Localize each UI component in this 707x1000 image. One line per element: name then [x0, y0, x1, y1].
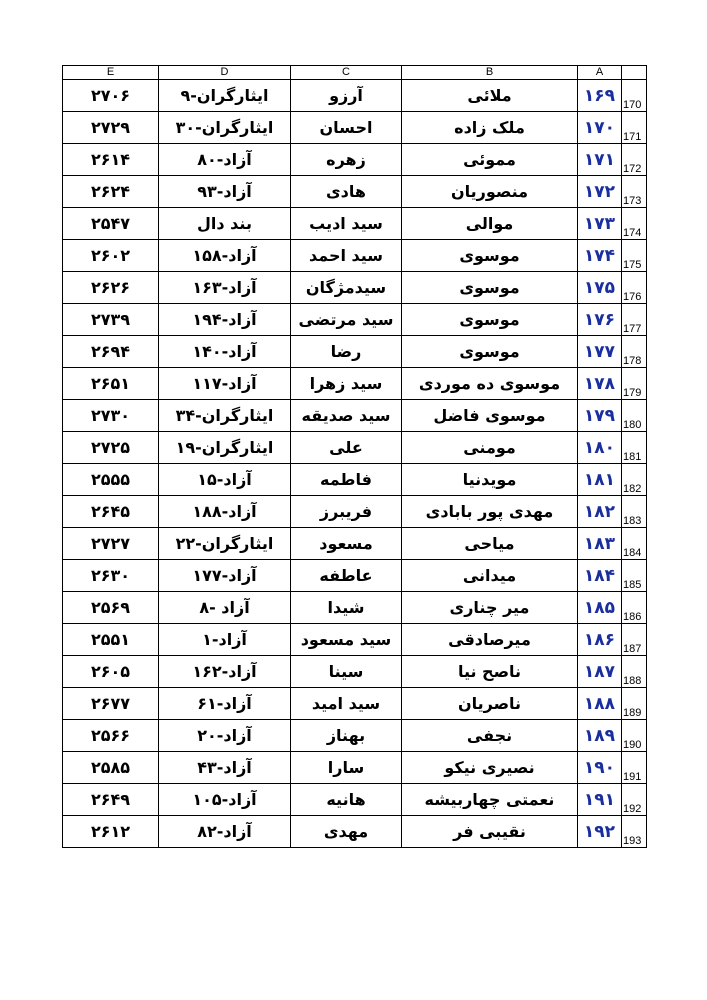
cell-code[interactable]: ۲۶۹۴ — [63, 336, 159, 368]
cell-code[interactable]: ۲۵۶۶ — [63, 720, 159, 752]
table-row — [63, 688, 647, 720]
cell-last-name[interactable]: موسوی — [402, 304, 578, 336]
cell-code[interactable]: ۲۶۴۹ — [63, 784, 159, 816]
cell-first-name[interactable]: سید امید — [291, 688, 402, 720]
cell-last-name[interactable]: مموئی — [402, 144, 578, 176]
cell-index[interactable]: ۱۸۲ — [578, 496, 622, 528]
cell-location[interactable]: آزاد-۶۱ — [159, 688, 291, 720]
row-number[interactable]: 188 — [622, 656, 647, 688]
cell-first-name[interactable]: سینا — [291, 656, 402, 688]
cell-code[interactable]: ۲۵۴۷ — [63, 208, 159, 240]
cell-index[interactable]: ۱۷۹ — [578, 400, 622, 432]
table-row — [63, 208, 647, 240]
cell-location[interactable]: آزاد-۱۱۷ — [159, 368, 291, 400]
cell-location[interactable]: آزاد-۱۶۲ — [159, 656, 291, 688]
cell-code[interactable]: ۲۷۲۹ — [63, 112, 159, 144]
row-number[interactable]: 187 — [622, 624, 647, 656]
cell-first-name[interactable]: سید احمد — [291, 240, 402, 272]
cell-index[interactable]: ۱۷۲ — [578, 176, 622, 208]
cell-location[interactable]: ایثارگران-۳۴ — [159, 400, 291, 432]
cell-index[interactable]: ۱۸۴ — [578, 560, 622, 592]
table-row — [63, 528, 647, 560]
cell-first-name[interactable]: عاطفه — [291, 560, 402, 592]
column-header-e[interactable]: E — [63, 66, 159, 80]
table-row — [63, 720, 647, 752]
cell-location[interactable]: آزاد-۱۵۸ — [159, 240, 291, 272]
cell-index[interactable]: ۱۷۱ — [578, 144, 622, 176]
cell-code[interactable]: ۲۶۲۶ — [63, 272, 159, 304]
row-number[interactable]: 174 — [622, 208, 647, 240]
cell-first-name[interactable]: سید صدیقه — [291, 400, 402, 432]
column-header-row — [63, 66, 647, 80]
row-number[interactable]: 173 — [622, 176, 647, 208]
cell-first-name[interactable]: سارا — [291, 752, 402, 784]
cell-index[interactable]: ۱۸۵ — [578, 592, 622, 624]
cell-last-name[interactable]: موسوی ده موردی — [402, 368, 578, 400]
cell-location[interactable]: آزاد-۸۲ — [159, 816, 291, 848]
row-number[interactable]: 170 — [622, 80, 647, 112]
cell-last-name[interactable]: نعمتی چهاربیشه — [402, 784, 578, 816]
cell-last-name[interactable]: ناصریان — [402, 688, 578, 720]
cell-index[interactable]: ۱۷۷ — [578, 336, 622, 368]
cell-first-name[interactable]: فریبرز — [291, 496, 402, 528]
cell-location[interactable]: آزاد-۱۸۸ — [159, 496, 291, 528]
row-number[interactable]: 176 — [622, 272, 647, 304]
cell-index[interactable]: ۱۷۳ — [578, 208, 622, 240]
row-number[interactable]: 180 — [622, 400, 647, 432]
cell-first-name[interactable]: سید مسعود — [291, 624, 402, 656]
cell-first-name[interactable]: هانیه — [291, 784, 402, 816]
column-header-d[interactable]: D — [159, 66, 291, 80]
cell-first-name[interactable]: احسان — [291, 112, 402, 144]
row-number[interactable]: 193 — [622, 816, 647, 848]
cell-first-name[interactable]: آرزو — [291, 80, 402, 112]
cell-last-name[interactable]: نصیری نیکو — [402, 752, 578, 784]
cell-first-name[interactable]: شیدا — [291, 592, 402, 624]
cell-code[interactable]: ۲۷۰۶ — [63, 80, 159, 112]
cell-first-name[interactable]: مهدی — [291, 816, 402, 848]
cell-last-name[interactable]: میاحی — [402, 528, 578, 560]
table-row — [63, 272, 647, 304]
cell-code[interactable]: ۲۵۵۱ — [63, 624, 159, 656]
cell-first-name[interactable]: سید ادیب — [291, 208, 402, 240]
table-row — [63, 592, 647, 624]
cell-code[interactable]: ۲۷۳۰ — [63, 400, 159, 432]
cell-code[interactable]: ۲۵۶۹ — [63, 592, 159, 624]
row-number[interactable]: 175 — [622, 240, 647, 272]
cell-first-name[interactable]: سید مرتضی — [291, 304, 402, 336]
cell-location[interactable]: آزاد-۲۰ — [159, 720, 291, 752]
cell-index[interactable]: ۱۹۰ — [578, 752, 622, 784]
table-row — [63, 784, 647, 816]
cell-location[interactable]: آزاد-۱۵ — [159, 464, 291, 496]
cell-last-name[interactable]: موسوی — [402, 240, 578, 272]
row-number[interactable]: 179 — [622, 368, 647, 400]
row-number[interactable]: 189 — [622, 688, 647, 720]
cell-last-name[interactable]: موسوی — [402, 336, 578, 368]
table-row — [63, 656, 647, 688]
cell-location[interactable]: آزاد-۱۹۴ — [159, 304, 291, 336]
cell-location[interactable]: آزاد-۹۳ — [159, 176, 291, 208]
cell-code[interactable]: ۲۶۲۴ — [63, 176, 159, 208]
cell-last-name[interactable]: مویدنیا — [402, 464, 578, 496]
cell-index[interactable]: ۱۸۳ — [578, 528, 622, 560]
cell-last-name[interactable]: موسوی — [402, 272, 578, 304]
row-number[interactable]: 177 — [622, 304, 647, 336]
row-number[interactable]: 185 — [622, 560, 647, 592]
cell-first-name[interactable]: سیدمژگان — [291, 272, 402, 304]
cell-code[interactable]: ۲۷۲۷ — [63, 528, 159, 560]
cell-index[interactable]: ۱۹۱ — [578, 784, 622, 816]
table-row — [63, 432, 647, 464]
table-row — [63, 80, 647, 112]
cell-first-name[interactable]: سید زهرا — [291, 368, 402, 400]
cell-code[interactable]: ۲۶۴۵ — [63, 496, 159, 528]
cell-last-name[interactable]: میدانی — [402, 560, 578, 592]
table-row — [63, 464, 647, 496]
cell-location[interactable]: ایثارگران-۱۹ — [159, 432, 291, 464]
row-number[interactable]: 183 — [622, 496, 647, 528]
cell-index[interactable]: ۱۷۴ — [578, 240, 622, 272]
cell-code[interactable]: ۲۶۳۰ — [63, 560, 159, 592]
cell-last-name[interactable]: ملک زاده — [402, 112, 578, 144]
cell-last-name[interactable]: موسوی فاضل — [402, 400, 578, 432]
table-row — [63, 112, 647, 144]
cell-last-name[interactable]: ملائی — [402, 80, 578, 112]
cell-location[interactable]: آزاد-۱ — [159, 624, 291, 656]
cell-last-name[interactable]: میرصادقی — [402, 624, 578, 656]
cell-index[interactable]: ۱۹۲ — [578, 816, 622, 848]
cell-location[interactable]: آزاد-۱۶۳ — [159, 272, 291, 304]
column-header-c[interactable]: C — [291, 66, 402, 80]
cell-first-name[interactable]: بهناز — [291, 720, 402, 752]
cell-last-name[interactable]: ناصح نیا — [402, 656, 578, 688]
row-number[interactable]: 190 — [622, 720, 647, 752]
cell-code[interactable]: ۲۶۱۲ — [63, 816, 159, 848]
cell-code[interactable]: ۲۶۰۵ — [63, 656, 159, 688]
table-row — [63, 176, 647, 208]
cell-location[interactable]: آزاد -۸ — [159, 592, 291, 624]
cell-first-name[interactable]: رضا — [291, 336, 402, 368]
row-number[interactable]: 191 — [622, 752, 647, 784]
cell-index[interactable]: ۱۶۹ — [578, 80, 622, 112]
table-row — [63, 560, 647, 592]
table-row — [63, 624, 647, 656]
row-number[interactable]: 171 — [622, 112, 647, 144]
cell-code[interactable]: ۲۶۵۱ — [63, 368, 159, 400]
cell-code[interactable]: ۲۶۷۷ — [63, 688, 159, 720]
row-number[interactable]: 184 — [622, 528, 647, 560]
cell-code[interactable]: ۲۷۳۹ — [63, 304, 159, 336]
table-row — [63, 752, 647, 784]
row-number[interactable]: 192 — [622, 784, 647, 816]
table-row — [63, 816, 647, 848]
cell-first-name[interactable]: علی — [291, 432, 402, 464]
row-number[interactable]: 172 — [622, 144, 647, 176]
cell-location[interactable]: ایثارگران-۳۰ — [159, 112, 291, 144]
cell-code[interactable]: ۲۵۵۵ — [63, 464, 159, 496]
column-header-a[interactable]: A — [578, 66, 622, 80]
cell-first-name[interactable]: فاطمه — [291, 464, 402, 496]
cell-location[interactable]: ایثارگران-۲۲ — [159, 528, 291, 560]
cell-last-name[interactable]: منصوریان — [402, 176, 578, 208]
cell-first-name[interactable]: هادی — [291, 176, 402, 208]
table-row — [63, 496, 647, 528]
cell-location[interactable]: آزاد-۱۰۵ — [159, 784, 291, 816]
cell-code[interactable]: ۲۵۸۵ — [63, 752, 159, 784]
cell-location[interactable]: بند دال — [159, 208, 291, 240]
column-header-b[interactable]: B — [402, 66, 578, 80]
table-row — [63, 400, 647, 432]
cell-location[interactable]: ایثارگران-۹ — [159, 80, 291, 112]
cell-index[interactable]: ۱۷۸ — [578, 368, 622, 400]
table-row — [63, 144, 647, 176]
cell-location[interactable]: آزاد-۸۰ — [159, 144, 291, 176]
corner-cell — [622, 66, 647, 80]
cell-location[interactable]: آزاد-۱۴۰ — [159, 336, 291, 368]
row-number[interactable]: 181 — [622, 432, 647, 464]
cell-index[interactable]: ۱۸۰ — [578, 432, 622, 464]
cell-location[interactable]: آزاد-۱۷۷ — [159, 560, 291, 592]
cell-last-name[interactable]: نجفی — [402, 720, 578, 752]
cell-index[interactable]: ۱۸۹ — [578, 720, 622, 752]
cell-code[interactable]: ۲۶۰۲ — [63, 240, 159, 272]
cell-location[interactable]: آزاد-۴۳ — [159, 752, 291, 784]
row-number[interactable]: 178 — [622, 336, 647, 368]
table-row — [63, 240, 647, 272]
cell-last-name[interactable]: میر چناری — [402, 592, 578, 624]
table-row — [63, 336, 647, 368]
cell-index[interactable]: ۱۸۱ — [578, 464, 622, 496]
cell-index[interactable]: ۱۷۵ — [578, 272, 622, 304]
cell-index[interactable]: ۱۸۶ — [578, 624, 622, 656]
table-row — [63, 368, 647, 400]
cell-first-name[interactable]: زهره — [291, 144, 402, 176]
cell-index[interactable]: ۱۸۸ — [578, 688, 622, 720]
cell-index[interactable]: ۱۸۷ — [578, 656, 622, 688]
cell-last-name[interactable]: مومنی — [402, 432, 578, 464]
cell-index[interactable]: ۱۷۶ — [578, 304, 622, 336]
cell-code[interactable]: ۲۷۲۵ — [63, 432, 159, 464]
table-row — [63, 304, 647, 336]
cell-last-name[interactable]: موالی — [402, 208, 578, 240]
cell-first-name[interactable]: مسعود — [291, 528, 402, 560]
spreadsheet-table — [62, 65, 647, 848]
row-number[interactable]: 182 — [622, 464, 647, 496]
cell-index[interactable]: ۱۷۰ — [578, 112, 622, 144]
cell-code[interactable]: ۲۶۱۴ — [63, 144, 159, 176]
cell-last-name[interactable]: مهدی پور بابادی — [402, 496, 578, 528]
cell-last-name[interactable]: نقیبی فر — [402, 816, 578, 848]
row-number[interactable]: 186 — [622, 592, 647, 624]
